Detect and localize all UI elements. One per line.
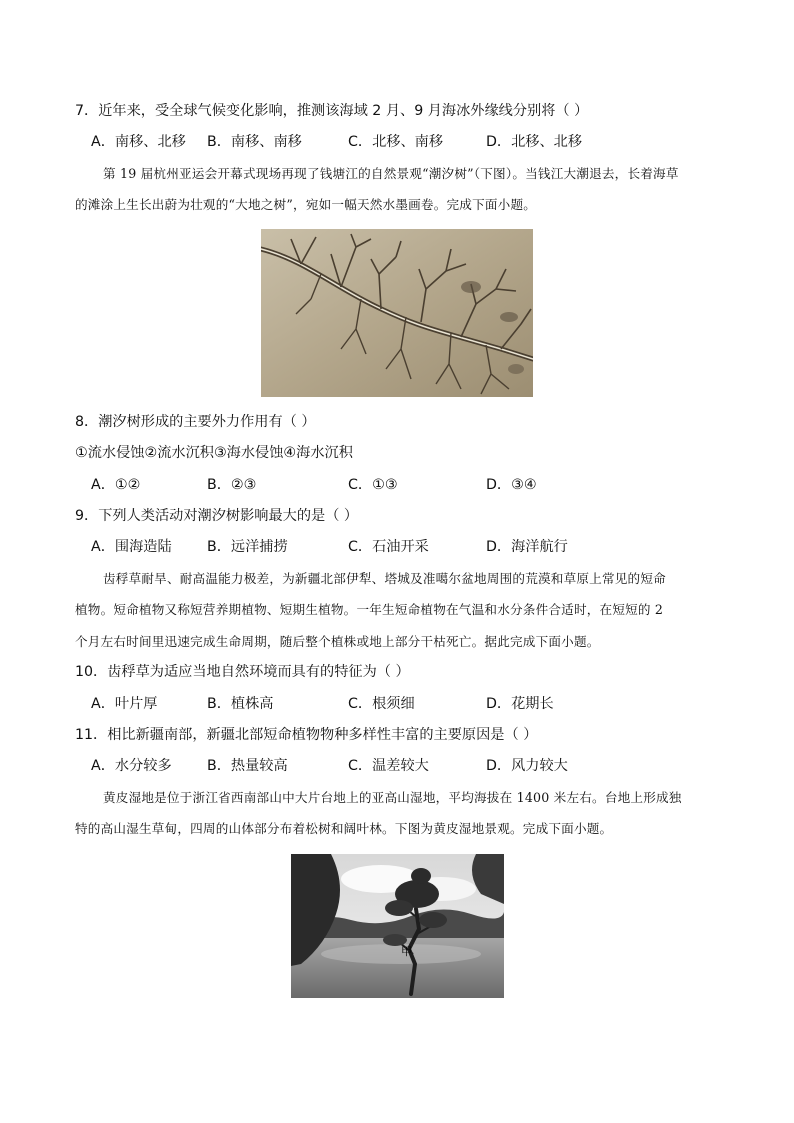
passage-2-line-2: 植物。短命植物又称短营养期植物、短期生植物。一年生短命植物在气温和水分条件合适时，在短短的 2	[75, 602, 664, 617]
wetland-photo	[291, 854, 504, 998]
question-7-option-d: D．北移、北移	[486, 134, 583, 150]
passage-1-line-2: 的滩涂上生长出蔚为壮观的“大地之树”，宛如一幅天然水墨画卷。完成下面小题。	[75, 197, 537, 212]
question-11-option-d: D．风力较大	[486, 758, 568, 774]
question-11-option-b: B．热量较高	[207, 758, 288, 774]
question-9-stem: 9．下列人类活动对潮汐树影响最大的是（ ）	[75, 508, 359, 524]
question-8-option-c: C．①③	[348, 477, 398, 493]
tidal-tree-photo	[261, 229, 533, 397]
question-10-option-c: C．根须细	[348, 696, 415, 712]
question-7-option-b: B．南移、南移	[207, 134, 302, 150]
question-8-stem: 8．潮汐树形成的主要外力作用有（ ）	[75, 414, 316, 430]
passage-3-line-1: 黄皮湿地是位于浙江省西南部山中大片台地上的亚高山湿地，平均海拔在 1400 米左右。台地上形成独	[103, 790, 682, 805]
passage-2-line-1: 齿稃草耐旱、耐高温能力极差，为新疆北部伊犁、塔城及准噶尔盆地周围的荒漠和草原上常见的短命	[103, 571, 666, 586]
question-8-choices: ①流水侵蚀②流水沉积③海水侵蚀④海水沉积	[75, 445, 353, 461]
question-9-option-b: B．远洋捕捞	[207, 539, 288, 555]
question-10-option-a: A．叶片厚	[91, 696, 158, 712]
passage-1-line-1: 第 19 届杭州亚运会开幕式现场再现了钱塘江的自然景观“潮汐树”（下图）。当钱江大潮退去，长着海草	[103, 166, 679, 181]
question-11-option-a: A．水分较多	[91, 758, 172, 774]
question-9-option-a: A．围海造陆	[91, 539, 172, 555]
question-10-stem: 10．齿稃草为适应当地自然环境而具有的特征为（ ）	[75, 664, 410, 680]
question-9-option-c: C．石油开采	[348, 539, 429, 555]
question-10-option-b: B．植株高	[207, 696, 274, 712]
question-10-option-d: D．花期长	[486, 696, 554, 712]
question-9-option-d: D．海洋航行	[486, 539, 568, 555]
passage-2-line-3: 个月左右时间里迅速完成生命周期，随后整个植株或地上部分干枯死亡。据此完成下面小题。	[75, 634, 600, 649]
question-11-stem: 11．相比新疆南部，新疆北部短命植物物种多样性丰富的主要原因是（ ）	[75, 727, 538, 743]
question-8-option-d: D．③④	[486, 477, 537, 493]
question-8-option-a: A．①②	[91, 477, 141, 493]
figure-label-jia: 甲	[401, 945, 412, 958]
question-7-stem: 7．近年来，受全球气候变化影响，推测该海域 2 月、9 月海冰外缘线分别将（ ）	[75, 103, 589, 119]
question-7-option-a: A．南移、北移	[91, 134, 186, 150]
question-8-option-b: B．②③	[207, 477, 257, 493]
question-11-option-c: C．温差较大	[348, 758, 429, 774]
passage-3-line-2: 特的高山湿生草甸，四周的山体部分布着松树和阔叶林。下图为黄皮湿地景观。完成下面小题。	[75, 821, 613, 836]
question-7-option-c: C．北移、南移	[348, 134, 444, 150]
